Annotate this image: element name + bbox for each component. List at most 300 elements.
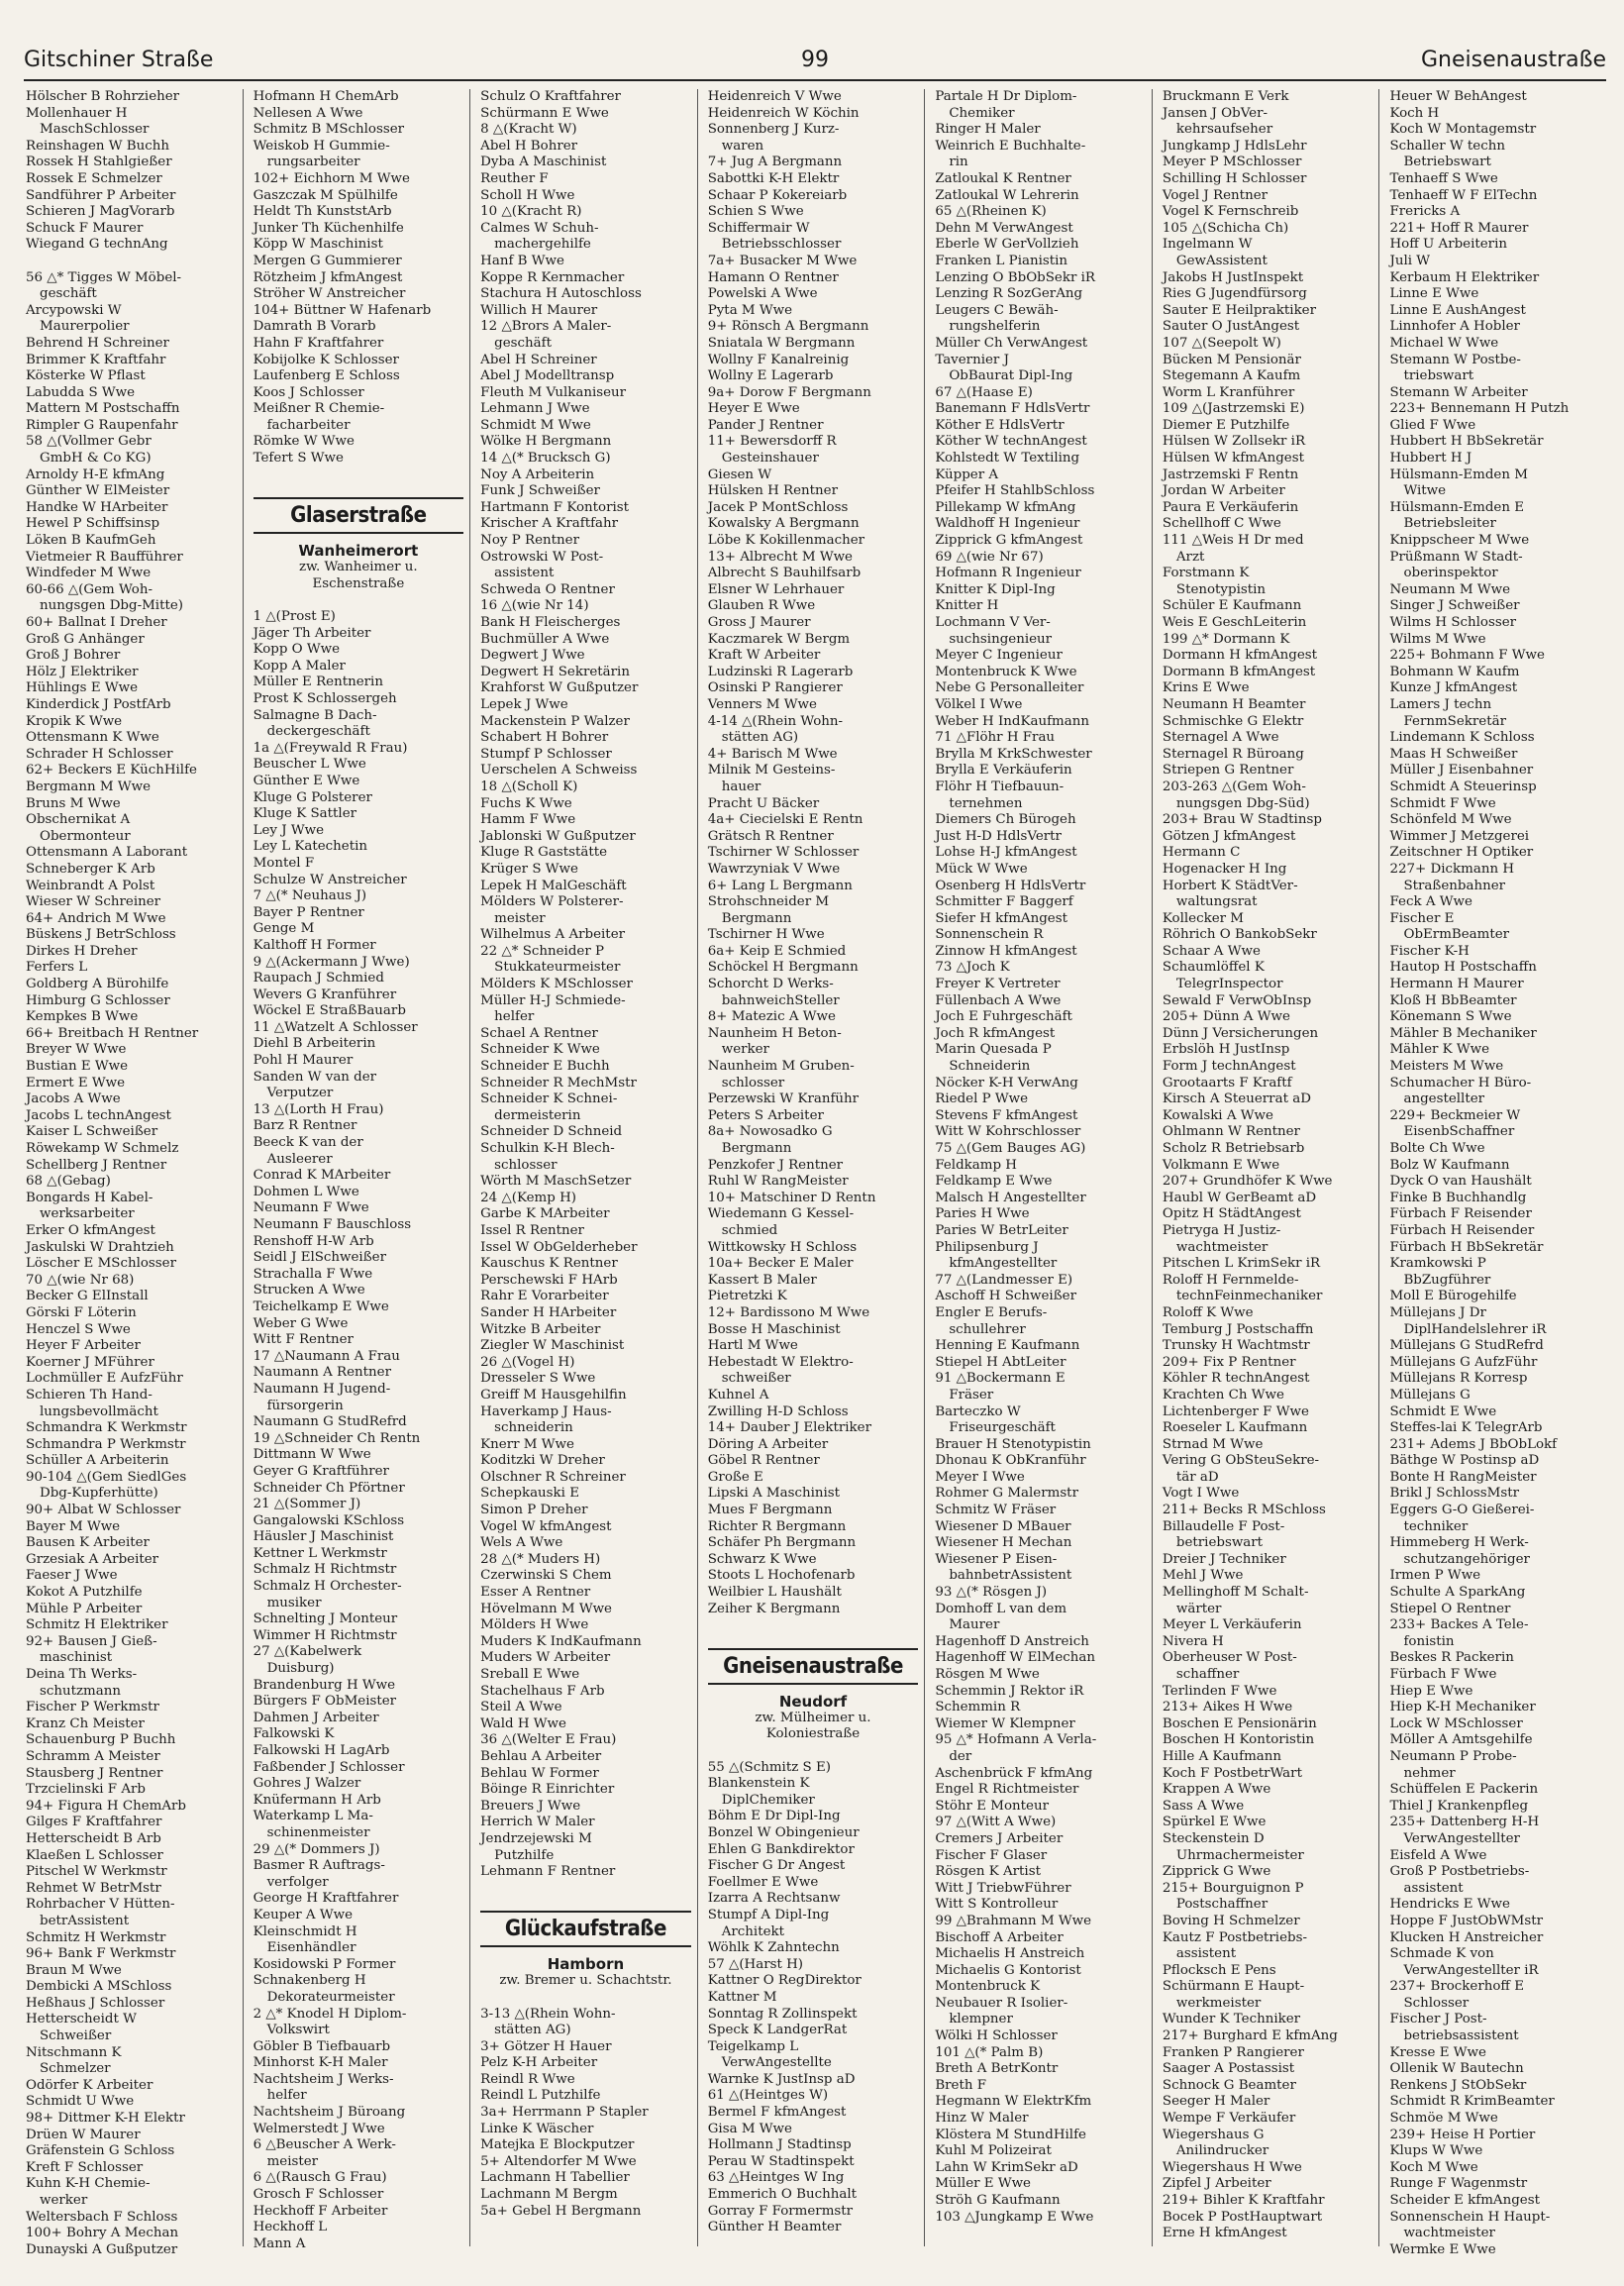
resident-entry: Duisburg) bbox=[266, 1661, 335, 1677]
resident-entry: Zinnow H kfmAngest bbox=[935, 943, 1077, 959]
resident-entry: 1a △(Freywald R Frau) bbox=[253, 740, 408, 756]
resident-entry: Gohres J Walzer bbox=[253, 1776, 361, 1792]
resident-entry: Stausberg J Rentner bbox=[26, 1765, 163, 1781]
resident-entry: Vering G ObSteuSekre- bbox=[1162, 1453, 1320, 1469]
resident-entry: Kreft F Schlosser bbox=[26, 2159, 144, 2175]
resident-entry: 217+ Burghard E kfmAng bbox=[1162, 2028, 1338, 2044]
resident-entry: Krins E Wwe bbox=[1162, 680, 1250, 696]
resident-entry: Schaumlöffel K bbox=[1162, 960, 1265, 976]
resident-entry: Zipprick G Wwe bbox=[1162, 1864, 1271, 1880]
resident-entry: Noy A Arbeiterin bbox=[480, 467, 595, 482]
resident-entry: Terlinden F Wwe bbox=[1162, 1683, 1277, 1699]
resident-entry: Löbe K Kokillenmacher bbox=[707, 533, 865, 549]
resident-entry: Küpper A bbox=[935, 467, 999, 482]
resident-entry: Penzkofer J Rentner bbox=[707, 1157, 844, 1173]
resident-entry: Degwert H Sekretärin bbox=[480, 664, 630, 679]
resident-entry: Hoff U Arbeiterin bbox=[1389, 237, 1507, 253]
resident-entry: Schmade K von bbox=[1389, 1946, 1494, 1962]
district-name: Wanheimerort bbox=[298, 542, 419, 561]
resident-entry: Weltersbach F Schloss bbox=[26, 2209, 178, 2225]
resident-entry: Wermke E Wwe bbox=[1389, 2241, 1496, 2257]
resident-entry: Montenbruck K bbox=[935, 1979, 1041, 1995]
resident-entry: maschinist bbox=[40, 1650, 113, 1666]
resident-entry: Nellesen A Wwe bbox=[253, 105, 363, 121]
resident-entry: Bausen K Arbeiter bbox=[26, 1535, 150, 1551]
resident-entry: Abel H Schreiner bbox=[480, 352, 597, 367]
resident-entry: Fürbach H Reisender bbox=[1389, 1222, 1535, 1238]
resident-entry: VerwAngestellte bbox=[721, 2055, 832, 2071]
resident-entry: Dresseler S Wwe bbox=[480, 1371, 596, 1387]
resident-entry: Cremers J Arbeiter bbox=[935, 1830, 1064, 1846]
resident-entry: Kirsch A Steuerrat aD bbox=[1162, 1091, 1311, 1107]
resident-entry: Engel R Richtmeister bbox=[935, 1782, 1079, 1798]
column-4 bbox=[697, 89, 925, 2246]
resident-entry: 237+ Brockerhoff E bbox=[1389, 1979, 1524, 1995]
resident-entry: Ingelmann W bbox=[1162, 237, 1253, 253]
resident-entry: Drüen W Maurer bbox=[26, 2127, 141, 2142]
resident-entry: werker bbox=[721, 1042, 769, 1058]
resident-entry: Fuchs K Wwe bbox=[480, 795, 572, 811]
resident-entry: Fürbach H BbSekretär bbox=[1389, 1239, 1544, 1255]
resident-entry: Flöhr H Tiefbauun- bbox=[935, 779, 1065, 794]
resident-entry: Hinz W Maler bbox=[935, 2111, 1029, 2127]
resident-entry: Joch E Fuhrgeschäft bbox=[935, 1009, 1072, 1025]
resident-entry: Tschirner H Wwe bbox=[707, 927, 825, 943]
resident-entry: Schepkauski E bbox=[480, 1486, 579, 1502]
resident-entry: Heuer W BehAngest bbox=[1389, 89, 1527, 104]
resident-entry: Heyer E Wwe bbox=[707, 401, 800, 417]
resident-entry: Hollmann J Stadtinsp bbox=[707, 2137, 852, 2153]
resident-entry: rungsarbeiter bbox=[266, 155, 360, 170]
resident-entry: Schuck F Maurer bbox=[26, 220, 144, 236]
resident-entry: Gilges F Kraftfahrer bbox=[26, 1815, 162, 1830]
resident-entry: Degwert J Wwe bbox=[480, 648, 585, 664]
resident-entry: 73 △Joch K bbox=[935, 960, 1010, 976]
district-name: Hamborn bbox=[547, 1955, 625, 1974]
resident-entry: Heßhaus J Schlosser bbox=[26, 1995, 165, 2011]
resident-entry: 102+ Eichhorn M Wwe bbox=[253, 170, 410, 186]
resident-entry: Milnik M Gesteins- bbox=[707, 763, 836, 779]
resident-entry: Strucken A Wwe bbox=[253, 1283, 365, 1299]
resident-entry: Garbe K MArbeiter bbox=[480, 1206, 610, 1222]
resident-entry bbox=[708, 1743, 919, 1760]
resident-entry: Franken L Pianistin bbox=[935, 253, 1068, 268]
resident-entry: Wunder K Techniker bbox=[1162, 2012, 1301, 2027]
resident-entry: Sonntag R Zollinspekt bbox=[707, 2006, 858, 2022]
resident-entry: Ziegler W Maschinist bbox=[480, 1338, 625, 1354]
resident-entry: Brikl J SchlossMstr bbox=[1389, 1486, 1520, 1502]
column-2 bbox=[243, 89, 470, 2251]
resident-entry: Schellhoff C Wwe bbox=[1162, 516, 1281, 532]
resident-entry: 3-13 △(Rhein Wohn- bbox=[480, 2006, 616, 2022]
resident-entry: Sewald F VerwObInsp bbox=[1162, 992, 1312, 1008]
resident-entry: Bolte Ch Wwe bbox=[1389, 1141, 1485, 1156]
resident-entry: Witt F Rentner bbox=[253, 1332, 354, 1348]
resident-entry: Behlau A Arbeiter bbox=[480, 1748, 602, 1764]
resident-entry: 9+ Rönsch A Bergmann bbox=[707, 319, 869, 335]
resident-entry: Diemers Ch Bürogeh bbox=[935, 812, 1076, 828]
resident-entry: schlosser bbox=[721, 1075, 785, 1091]
resident-entry: Linke K Wäscher bbox=[480, 2121, 594, 2136]
resident-entry: Roeseler L Kaufmann bbox=[1162, 1420, 1308, 1436]
resident-entry: Sonnenschein R bbox=[935, 927, 1044, 943]
resident-entry: schaffner bbox=[1175, 1667, 1240, 1682]
resident-entry: 111 △Weis H Dr med bbox=[1162, 533, 1304, 549]
resident-entry: Sander H HArbeiter bbox=[480, 1304, 617, 1320]
resident-entry: Wittkowsky H Schloss bbox=[707, 1239, 858, 1255]
resident-entry: Breyer W Wwe bbox=[26, 1042, 127, 1058]
resident-entry: 65 △(Rheinen K) bbox=[935, 204, 1047, 220]
resident-entry: 3a+ Herrmann P Stapler bbox=[480, 2105, 649, 2121]
resident-entry: Kuhl M Polizeirat bbox=[935, 2143, 1052, 2159]
resident-entry: Michael W Wwe bbox=[1389, 335, 1499, 351]
resident-entry: 109 △(Jastrzemski E) bbox=[1162, 401, 1305, 417]
resident-entry: Schiffermair W bbox=[707, 220, 810, 236]
resident-entry: Wald H Wwe bbox=[480, 1715, 566, 1731]
resident-entry: 69 △(wie Nr 67) bbox=[935, 549, 1044, 565]
resident-entry: Schmalz H Richtmstr bbox=[253, 1562, 397, 1578]
resident-entry: Nitschmann K bbox=[26, 2044, 122, 2060]
resident-entry: Schürmann E Haupt- bbox=[1162, 1979, 1305, 1995]
resident-entry: Hetterscheidt B Arb bbox=[26, 1830, 161, 1846]
resident-entry: Ries G Jugendfürsorg bbox=[1162, 286, 1307, 302]
resident-entry: Vogt I Wwe bbox=[1162, 1486, 1240, 1502]
resident-entry: Boving H Schmelzer bbox=[1162, 1913, 1300, 1928]
resident-entry: Seidl J ElSchweißer bbox=[253, 1250, 386, 1266]
resident-entry: Kosidowski P Former bbox=[253, 1956, 396, 1972]
resident-entry: Ringer H Maler bbox=[935, 122, 1041, 138]
resident-entry: Bonte H RangMeister bbox=[1389, 1469, 1537, 1485]
resident-entry: Obschernikat A bbox=[26, 812, 131, 828]
resident-entry: Witwe bbox=[1403, 483, 1447, 499]
resident-entry: Sanden W van der bbox=[253, 1069, 377, 1085]
resident-entry: Falkowski K bbox=[253, 1726, 335, 1742]
resident-entry: Strohschneider M bbox=[707, 894, 830, 910]
resident-entry: Paura E Verkäuferin bbox=[1162, 499, 1299, 515]
resident-entry: Schulte A SparkAng bbox=[1389, 1585, 1526, 1601]
resident-entry: Witt W Kohrschlosser bbox=[935, 1124, 1081, 1140]
resident-entry: Dormann B kfmAngest bbox=[1162, 664, 1316, 679]
resident-entry: Sass A Wwe bbox=[1162, 1798, 1245, 1814]
resident-entry: Leugers C Bewäh- bbox=[935, 302, 1059, 318]
resident-entry: Striepen G Rentner bbox=[1162, 763, 1294, 779]
resident-entry: facharbeiter bbox=[266, 417, 351, 433]
resident-entry: Schürmann E Wwe bbox=[480, 105, 609, 121]
resident-entry: Klaeßen L Schlosser bbox=[26, 1847, 163, 1863]
resident-entry: Gross J Maurer bbox=[707, 615, 811, 630]
resident-entry: 105 △(Schicha Ch) bbox=[1162, 220, 1289, 236]
resident-entry: Pyta M Wwe bbox=[707, 302, 793, 318]
resident-entry: Kranz Ch Meister bbox=[26, 1715, 145, 1731]
resident-entry: nungsgen Dbg-Mitte) bbox=[40, 598, 184, 614]
resident-entry: Koos J Schlosser bbox=[253, 384, 364, 400]
resident-entry: Dunayski A Gußputzer bbox=[26, 2241, 178, 2257]
resident-entry: Brandenburg H Wwe bbox=[253, 1677, 396, 1693]
resident-entry: Mähler K Wwe bbox=[1389, 1042, 1490, 1058]
resident-entry: Spürkel E Wwe bbox=[1162, 1815, 1267, 1830]
resident-entry: Hebestadt W Elektro- bbox=[707, 1354, 854, 1370]
resident-entry: 98+ Dittmer K-H Elektr bbox=[26, 2111, 185, 2127]
resident-entry: Weilbier L Haushält bbox=[707, 1585, 842, 1601]
resident-entry: Emmerich O Buchhalt bbox=[707, 2187, 857, 2203]
resident-entry: wachtmeister bbox=[1403, 2226, 1495, 2241]
resident-entry: DiplChemiker bbox=[721, 1792, 815, 1808]
resident-entry: Dahmen J Arbeiter bbox=[253, 1710, 379, 1725]
resident-entry: Koditzki W Dreher bbox=[480, 1453, 605, 1469]
resident-entry: Lepek J Wwe bbox=[480, 696, 568, 712]
resident-entry: Dohmen L Wwe bbox=[253, 1184, 359, 1199]
resident-entry: Teigelkamp L bbox=[707, 2038, 799, 2054]
resident-entry: Verputzer bbox=[266, 1086, 334, 1101]
resident-entry: Mähler B Mechaniker bbox=[1389, 1025, 1537, 1041]
resident-entry: angestellter bbox=[1403, 1091, 1485, 1107]
resident-entry: Gesteinshauer bbox=[721, 451, 819, 467]
resident-entry: 27 △(Kabelwerk bbox=[253, 1644, 362, 1660]
resident-entry: Kautz F Postbetriebs- bbox=[1162, 1929, 1307, 1945]
resident-entry: Rossek H Stahlgießer bbox=[26, 155, 172, 170]
resident-entry: Wilms H Schlosser bbox=[1389, 615, 1517, 630]
resident-entry: Schaller W techn bbox=[1389, 138, 1505, 154]
resident-entry: Brylla M KrkSchwester bbox=[935, 746, 1092, 762]
resident-entry: Kunze J kfmAngest bbox=[1389, 680, 1518, 696]
resident-entry: Peters S Arbeiter bbox=[707, 1107, 824, 1123]
resident-entry: Freyer K Vertreter bbox=[935, 977, 1061, 992]
resident-entry: Abel H Bohrer bbox=[480, 138, 578, 154]
resident-entry: Wölke H Bergmann bbox=[480, 434, 612, 450]
resident-entry: Neumann H Beamter bbox=[1162, 696, 1306, 712]
resident-entry: Richter R Bergmann bbox=[707, 1518, 847, 1534]
resident-entry: meister bbox=[494, 910, 546, 926]
resident-entry: helfer bbox=[266, 2088, 307, 2104]
resident-entry: Stevens F kfmAngest bbox=[935, 1107, 1078, 1123]
resident-entry: Mattern M Postschaffn bbox=[26, 401, 180, 417]
resident-entry: Schemmin R bbox=[935, 1700, 1021, 1715]
resident-entry: 14 △(* Brucksch G) bbox=[480, 451, 611, 467]
resident-entry: Weinrich E Buchhalte- bbox=[935, 138, 1086, 154]
resident-entry: Renshoff H-W Arb bbox=[253, 1233, 374, 1249]
resident-entry: Tenhaeff W F ElTechn bbox=[1389, 187, 1538, 203]
resident-entry: Ley J Wwe bbox=[253, 822, 324, 838]
resident-entry: Kopp A Maler bbox=[253, 658, 346, 674]
resident-entry: Boschen E Pensionärin bbox=[1162, 1715, 1317, 1731]
resident-entry: oberinspektor bbox=[1403, 566, 1498, 581]
resident-entry: Oberheuser W Post- bbox=[1162, 1650, 1297, 1666]
resident-entry: Lepek H MalGeschäft bbox=[480, 878, 627, 893]
resident-entry: Lachmann M Bergm bbox=[480, 2187, 618, 2203]
resident-entry: Röhrich O BankobSekr bbox=[1162, 927, 1317, 943]
resident-entry: Schüler E Kaufmann bbox=[1162, 598, 1302, 614]
resident-entry: klempner bbox=[949, 2012, 1013, 2027]
resident-entry: Hamann O Rentner bbox=[707, 269, 839, 285]
resident-entry: lungsbevollmächt bbox=[40, 1403, 158, 1419]
resident-entry: Stukkateurmeister bbox=[494, 960, 621, 976]
resident-entry: MaschSchlosser bbox=[40, 122, 150, 138]
resident-entry: Sternagel R Büroang bbox=[1162, 746, 1304, 762]
resident-entry: Knitter H bbox=[935, 598, 999, 614]
column-1 bbox=[24, 89, 243, 2257]
resident-entry: nungsgen Dbg-Süd) bbox=[1175, 795, 1310, 811]
resident-entry: 103 △Jungkamp E Wwe bbox=[935, 2209, 1094, 2225]
resident-entry: 95 △* Hofmann A Verla- bbox=[935, 1732, 1097, 1748]
resident-entry: Sonnenberg J Kurz- bbox=[707, 122, 840, 138]
resident-entry: Elsner W Lehrhauer bbox=[707, 581, 845, 597]
resident-entry: hauer bbox=[721, 779, 761, 794]
resident-entry: Behrend H Schreiner bbox=[26, 335, 169, 351]
resident-entry: 227+ Dickmann H bbox=[1389, 861, 1514, 877]
resident-entry: schullehrer bbox=[949, 1321, 1026, 1337]
resident-entry: Braun M Wwe bbox=[26, 1962, 122, 1978]
resident-entry: Dittmann W Wwe bbox=[253, 1447, 371, 1463]
resident-entry: Gangalowski KSchloss bbox=[253, 1512, 405, 1528]
resident-entry: Schorcht D Werks- bbox=[707, 977, 834, 992]
resident-entry: Schrader H Schlosser bbox=[26, 746, 173, 762]
resident-entry: Eisenhändler bbox=[266, 1940, 356, 1956]
resident-entry: Mölders K MSchlosser bbox=[480, 977, 633, 992]
resident-entry: Franken P Rangierer bbox=[1162, 2044, 1304, 2060]
resident-entry: Kuhnel A bbox=[707, 1387, 769, 1403]
resident-entry: 199 △* Dormann K bbox=[1162, 631, 1290, 647]
resident-entry: Mollenhauer H bbox=[26, 105, 128, 121]
resident-entry: 90-104 △(Gem SiedlGes bbox=[26, 1469, 187, 1485]
resident-entry: 3+ Götzer H Hauer bbox=[480, 2038, 612, 2054]
resident-entry: Zipfel J Arbeiter bbox=[1162, 2176, 1271, 2192]
resident-entry bbox=[254, 592, 464, 609]
resident-entry: Schmidt U Wwe bbox=[26, 2094, 135, 2110]
resident-entry: Marin Quesada P bbox=[935, 1042, 1052, 1058]
resident-entry: Neumann F Bauschloss bbox=[253, 1217, 412, 1232]
resident-entry: 213+ Aikes H Wwe bbox=[1162, 1700, 1293, 1715]
resident-entry: Vietmeier R Baufführer bbox=[26, 549, 183, 565]
resident-entry: Wörth M MaschSetzer bbox=[480, 1174, 632, 1190]
resident-entry: 68 △(Gebag) bbox=[26, 1174, 111, 1190]
resident-entry: GmbH & Co KG) bbox=[40, 451, 152, 467]
resident-entry: Perzewski W Kranführ bbox=[707, 1091, 860, 1107]
resident-entry: Hoppe F JustObWMstr bbox=[1389, 1913, 1544, 1928]
resident-entry: Haverkamp J Haus- bbox=[480, 1403, 612, 1419]
resident-entry: Witzke B Arbeiter bbox=[480, 1321, 601, 1337]
resident-entry: Kluge G Polsterer bbox=[253, 789, 372, 805]
resident-entry: Stachura H Autoschloss bbox=[480, 286, 642, 302]
resident-entry: Simon P Dreher bbox=[480, 1503, 588, 1518]
resident-entry: Anilindrucker bbox=[1175, 2143, 1269, 2159]
resident-entry: Postschaffner bbox=[1175, 1897, 1269, 1913]
resident-entry: rungshelferin bbox=[949, 319, 1041, 335]
resident-entry: Chemiker bbox=[949, 105, 1015, 121]
resident-entry: Sauter E Heilpraktiker bbox=[1162, 302, 1317, 318]
resident-entry: Fräser bbox=[949, 1387, 994, 1403]
directory-columns bbox=[24, 89, 1606, 2257]
resident-entry: Issel R Rentner bbox=[480, 1222, 584, 1238]
resident-entry: Horbert K StädtVer- bbox=[1162, 878, 1298, 893]
resident-entry: schutzangehöriger bbox=[1403, 1551, 1530, 1567]
resident-entry: Wilms M Wwe bbox=[1389, 631, 1486, 647]
resident-entry: Linne E AushAngest bbox=[1389, 302, 1526, 318]
resident-entry: 231+ Adems J BbObLokf bbox=[1389, 1436, 1558, 1452]
resident-entry: Kloß H BbBeamter bbox=[1389, 992, 1517, 1008]
resident-entry: Maas H Schweißer bbox=[1389, 746, 1518, 762]
resident-entry: Joch R kfmAngest bbox=[935, 1025, 1056, 1041]
resident-entry: Hövelmann M Wwe bbox=[480, 1601, 612, 1616]
resident-entry: suchsingenieur bbox=[949, 631, 1053, 647]
resident-entry: 60+ Ballnat I Dreher bbox=[26, 615, 167, 630]
resident-entry: 205+ Dünn A Wwe bbox=[1162, 1009, 1290, 1025]
resident-entry: wachtmeister bbox=[1175, 1239, 1269, 1255]
resident-entry: Pitschen L KrimSekr iR bbox=[1162, 1256, 1321, 1272]
resident-entry: Sandführer P Arbeiter bbox=[26, 187, 176, 203]
resident-entry: Behlau W Former bbox=[480, 1765, 599, 1781]
resident-entry: Müller H-J Schmiede- bbox=[480, 992, 626, 1008]
column-5 bbox=[924, 89, 1152, 2246]
resident-entry: Wilhelmus A Arbeiter bbox=[480, 927, 626, 943]
resident-entry: Schüller A Arbeiterin bbox=[26, 1453, 169, 1469]
resident-entry: Banemann F HdlsVertr bbox=[935, 401, 1090, 417]
resident-entry: Betriebswart bbox=[1403, 155, 1491, 170]
resident-entry: Schnock G Beamter bbox=[1162, 2077, 1296, 2093]
resident-entry: Geyer G Kraftführer bbox=[253, 1463, 389, 1479]
resident-entry: rin bbox=[949, 155, 968, 170]
resident-entry: Uerschelen A Schweiss bbox=[480, 763, 638, 779]
resident-entry: Müller J Eisenbahner bbox=[1389, 763, 1534, 779]
resident-entry: Buchmüller A Wwe bbox=[480, 631, 610, 647]
resident-entry: geschäft bbox=[494, 335, 552, 351]
resident-entry: Pfeifer H StahlbSchloss bbox=[935, 483, 1095, 499]
resident-entry: 16 △(wie Nr 14) bbox=[480, 598, 589, 614]
resident-entry: 239+ Heise H Portier bbox=[1389, 2127, 1536, 2142]
resident-entry: Köther E HdlsVertr bbox=[935, 417, 1065, 433]
resident-entry: 66+ Breitbach H Rentner bbox=[26, 1025, 199, 1041]
resident-entry: 2 △* Knodel H Diplom- bbox=[253, 2006, 407, 2022]
resident-entry: 211+ Becks R MSchloss bbox=[1162, 1503, 1326, 1518]
resident-entry: Kassert B Maler bbox=[707, 1272, 817, 1288]
resident-entry: Jacek P MontSchloss bbox=[707, 499, 849, 515]
resident-entry: Hofmann H ChemArb bbox=[253, 89, 399, 104]
resident-entry: Linne E Wwe bbox=[1389, 286, 1479, 302]
resident-entry: Schüffelen E Packerin bbox=[1389, 1782, 1539, 1798]
resident-entry: dermeisterin bbox=[494, 1107, 581, 1123]
resident-entry: Fischer P Werkmstr bbox=[26, 1700, 159, 1715]
resident-entry: Saager A Postassist bbox=[1162, 2061, 1295, 2077]
resident-entry: 6a+ Keip E Schmied bbox=[707, 943, 847, 959]
resident-entry: Müllejans G bbox=[1389, 1387, 1471, 1403]
resident-entry: Hegmann W ElektrKfm bbox=[935, 2094, 1092, 2110]
resident-entry: Greiff M Hausgehilfin bbox=[480, 1387, 627, 1403]
resident-entry: Kraft W Arbeiter bbox=[707, 648, 821, 664]
resident-entry: Wollny F Kanalreinig bbox=[707, 352, 850, 367]
resident-entry: Reindl L Putzhilfe bbox=[480, 2088, 601, 2104]
resident-entry: Schöckel H Bergmann bbox=[707, 960, 859, 976]
resident-entry: Uhrmachermeister bbox=[1175, 1847, 1304, 1863]
resident-entry: 75 △(Gem Bauges AG) bbox=[935, 1141, 1086, 1156]
resident-entry: 60-66 △(Gem Woh- bbox=[26, 581, 153, 597]
resident-entry: Gorray F Formermstr bbox=[707, 2203, 854, 2219]
resident-entry: Putzhilfe bbox=[494, 1847, 555, 1863]
resident-entry: Nachtsheim J Werks- bbox=[253, 2071, 394, 2087]
resident-entry: Form J technAngest bbox=[1162, 1059, 1296, 1075]
resident-entry: 5+ Altendorfer M Wwe bbox=[480, 2153, 637, 2169]
resident-entry: Schmidt M Wwe bbox=[480, 417, 591, 433]
resident-entry: Schauenburg P Buchh bbox=[26, 1732, 176, 1748]
resident-entry: betriebswart bbox=[1175, 1535, 1264, 1551]
resident-entry: 6+ Lang L Bergmann bbox=[707, 878, 853, 893]
resident-entry: Tschirner W Schlosser bbox=[707, 845, 860, 861]
resident-entry: tär aD bbox=[1175, 1469, 1219, 1485]
resident-entry: Schönfeld M Wwe bbox=[1389, 812, 1512, 828]
resident-entry: Stenotypistin bbox=[1175, 581, 1267, 597]
resident-entry: Waterkamp L Ma- bbox=[253, 1809, 373, 1824]
resident-entry: 215+ Bourguignon P bbox=[1162, 1880, 1304, 1896]
resident-entry: Kresse E Wwe bbox=[1389, 2044, 1486, 2060]
resident-entry: Lehmann J Wwe bbox=[480, 401, 590, 417]
